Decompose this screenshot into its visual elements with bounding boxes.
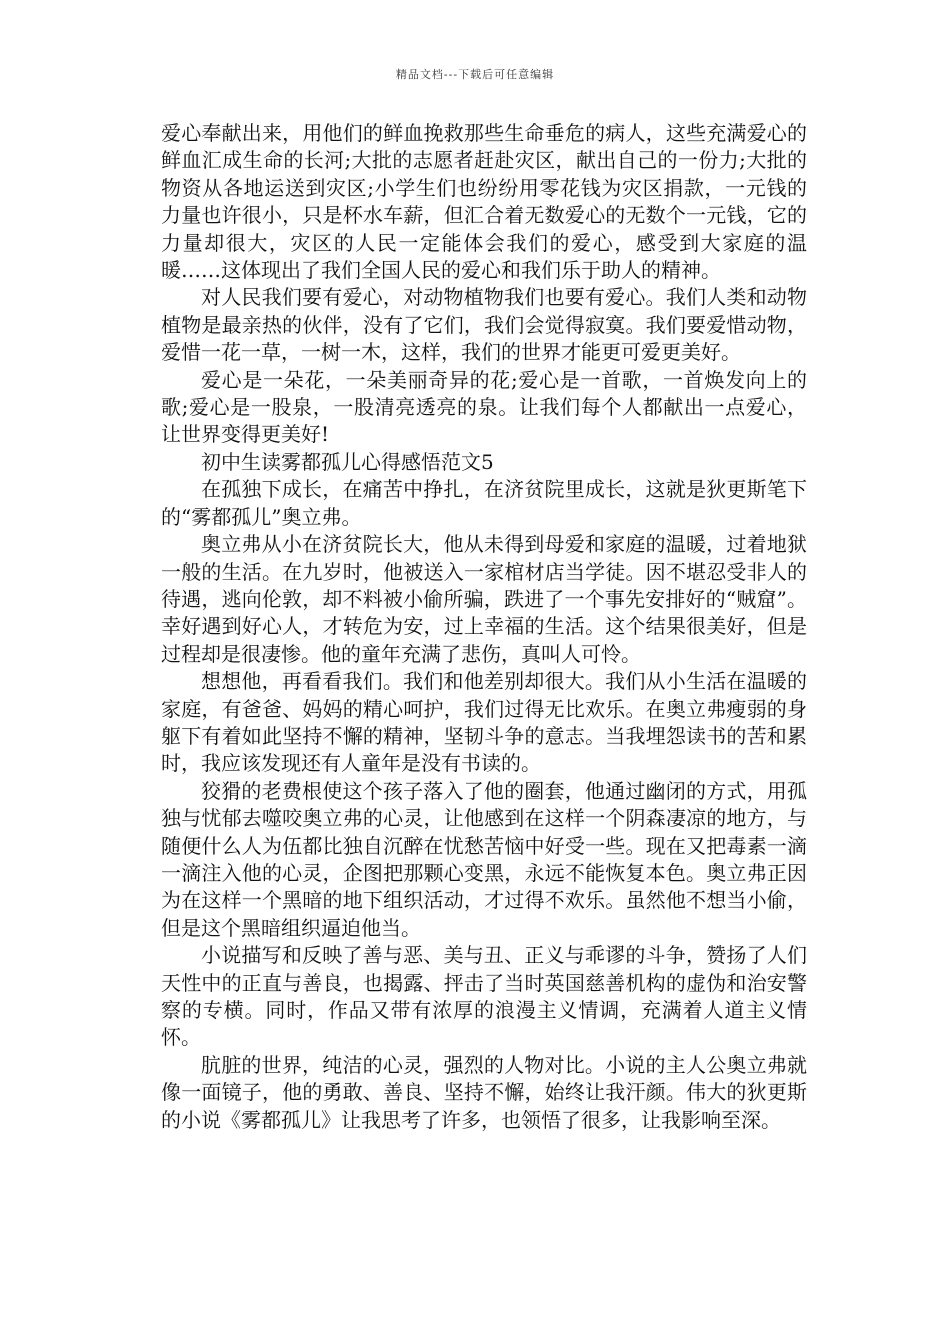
paragraph-9: 小说描写和反映了善与恶、美与丑、正义与乖谬的斗争，赞扬了人们天性中的正直与善良，也揭露、抨击了当时英国慈善机构的虚伪和治安警察的专横。同时，作品又带有浓厚的浪漫主义情调，充满着人道主义情怀。 <box>161 943 807 1050</box>
document-body <box>161 120 807 1134</box>
paragraph-3: 爱心是一朵花，一朵美丽奇异的花;爱心是一首歌，一首焕发向上的歌;爱心是一股泉，一股清亮透亮的泉。让我们每个人都献出一点爱心，让世界变得更美好! <box>161 367 807 447</box>
paragraph-5: 在孤独下成长，在痛苦中挣扎，在济贫院里成长，这就是狄更斯笔下的“雾都孤儿”奥立弗。 <box>161 477 807 529</box>
page-header: 精品文档---下载后可任意编辑 <box>395 68 555 81</box>
paragraph-10: 肮脏的世界，纯洁的心灵，强烈的人物对比。小说的主人公奥立弗就像一面镜子，他的勇敢、善良、坚持不懈，始终让我汗颜。伟大的狄更斯的小说《雾都孤儿》让我思考了许多，也领悟了很多，让我影响至深。 <box>161 1052 807 1132</box>
paragraph-1: 爱心奉献出来，用他们的鲜血挽救那些生命垂危的病人，这些充满爱心的鲜血汇成生命的长河;大批的志愿者赶赴灾区，献出自己的一份力;大批的物资从各地运送到灾区;小学生们也纷纷用零花钱为灾区捐款，一元钱的力量也许很小，只是杯水车薪，但汇合着无数爱心的无数个一元钱，它的力量却很大，灾区的人民一定能体会我们的爱心，感受到大家庭的温暖……这体现出了我们全国人民的爱心和我们乐于助人的精神。 <box>161 121 807 283</box>
paragraph-6: 奥立弗从小在济贫院长大，他从未得到母爱和家庭的温暖，过着地狱一般的生活。在九岁时，他被送入一家棺材店当学徒。因不堪忍受非人的待遇，逃向伦敦，却不料被小偷所骗，跌进了一个事先安排好的“贼窟”。幸好遇到好心人，才转危为安，过上幸福的生活。这个结果很美好，但是过程却是很凄惨。他的童年充满了悲伤，真叫人可怜。 <box>161 532 807 666</box>
paragraph-2: 对人民我们要有爱心，对动物植物我们也要有爱心。我们人类和动物植物是最亲热的伙伴，没有了它们，我们会觉得寂寞。我们要爱惜动物，爱惜一花一草，一树一木，这样，我们的世界才能更可爱更美好。 <box>161 285 807 365</box>
paragraph-7: 想想他，再看看我们。我们和他差别却很大。我们从小生活在温暖的家庭，有爸爸、妈妈的精心呵护，我们过得无比欢乐。在奥立弗瘦弱的身躯下有着如此坚持不懈的精神，坚韧斗争的意志。当我埋怨读书的苦和累时，我应该发现还有人童年是没有书读的。 <box>161 669 807 776</box>
paragraph-8: 狡猾的老费根使这个孩子落入了他的圈套，他通过幽闭的方式，用孤独与忧郁去噬咬奥立弗的心灵，让他感到在这样一个阴森凄凉的地方，与随便什么人为伍都比独自沉醉在忧愁苦恼中好受一些。现在又把毒素一滴一滴注入他的心灵，企图把那颗心变黑，永远不能恢复本色。奥立弗正因为在这样一个黑暗的地下组织活动，才过得不欢乐。虽然他不想当小偷，但是这个黑暗组织逼迫他当。 <box>161 778 807 940</box>
section-heading: 初中生读雾都孤儿心得感悟范文5 <box>201 449 494 474</box>
